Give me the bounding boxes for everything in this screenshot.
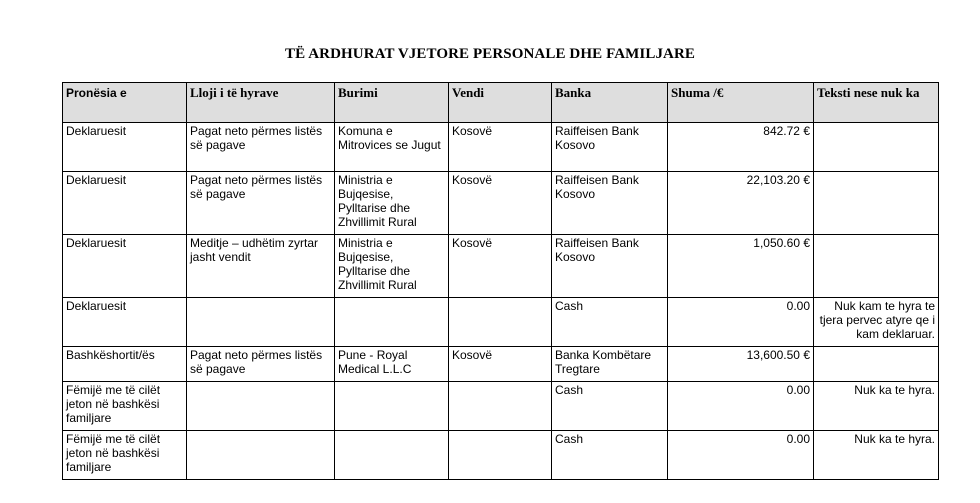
cell-burimi: Pune - Royal Medical L.L.C [335,347,449,382]
cell-shuma: 842.72 € [668,123,814,172]
cell-banka: Cash [552,298,668,347]
cell-teksti: Nuk ka te hyra. [814,431,939,480]
table-row [63,347,939,382]
cell-banka: Cash [552,431,668,480]
cell-banka: Cash [552,382,668,431]
cell-vendi: Kosovë [449,123,552,172]
cell-teksti [814,235,939,298]
cell-pronesia: Deklaruesit [63,298,187,347]
table-row [63,431,939,480]
cell-burimi: Ministria e Bujqesise, Pylltarise dhe Zhvillimit Rural [335,235,449,298]
cell-pronesia: Fëmijë me të cilët jeton në bashkësi familjare [63,431,187,480]
income-table [62,82,939,480]
cell-lloji: Pagat neto përmes listës së pagave [187,172,335,235]
cell-burimi: Ministria e Bujqesise, Pylltarise dhe Zhvillimit Rural [335,172,449,235]
header-lloji: Lloji i të hyrave [187,83,335,123]
cell-banka: Raiffeisen Bank Kosovo [552,235,668,298]
cell-shuma: 0.00 [668,298,814,347]
document-title: TË ARDHURAT VJETORE PERSONALE DHE FAMILJARE [284,46,696,62]
header-teksti: Teksti nese nuk ka [814,83,939,123]
table-row [63,172,939,235]
cell-vendi [449,298,552,347]
cell-burimi: Komuna e Mitrovices se Jugut [335,123,449,172]
cell-pronesia: Deklaruesit [63,172,187,235]
header-shuma: Shuma /€ [668,83,814,123]
table-header-row [63,83,939,123]
header-pronesia: Pronësia e [63,83,187,123]
cell-shuma: 13,600.50 € [668,347,814,382]
table-row [63,298,939,347]
cell-vendi: Kosovë [449,347,552,382]
cell-teksti [814,172,939,235]
cell-lloji: Meditje – udhëtim zyrtar jasht vendit [187,235,335,298]
cell-shuma: 0.00 [668,431,814,480]
table-row [63,235,939,298]
cell-burimi [335,382,449,431]
cell-vendi: Kosovë [449,172,552,235]
cell-burimi [335,431,449,480]
cell-banka: Banka Kombëtare Tregtare [552,347,668,382]
cell-pronesia: Deklaruesit [63,235,187,298]
cell-shuma: 1,050.60 € [668,235,814,298]
cell-vendi: Kosovë [449,235,552,298]
cell-teksti: Nuk ka te hyra. [814,382,939,431]
cell-lloji: Pagat neto përmes listës së pagave [187,123,335,172]
cell-lloji: Pagat neto përmes listës së pagave [187,347,335,382]
cell-lloji [187,298,335,347]
cell-vendi [449,431,552,480]
table-row [63,123,939,172]
cell-banka: Raiffeisen Bank Kosovo [552,172,668,235]
cell-burimi [335,298,449,347]
cell-shuma: 0.00 [668,382,814,431]
cell-pronesia: Fëmijë me të cilët jeton në bashkësi familjare [63,382,187,431]
cell-lloji [187,431,335,480]
header-vendi: Vendi [449,83,552,123]
cell-banka: Raiffeisen Bank Kosovo [552,123,668,172]
cell-lloji [187,382,335,431]
table-row [63,382,939,431]
cell-pronesia: Deklaruesit [63,123,187,172]
header-banka: Banka [552,83,668,123]
cell-teksti [814,123,939,172]
cell-teksti [814,347,939,382]
cell-vendi [449,382,552,431]
cell-shuma: 22,103.20 € [668,172,814,235]
cell-teksti: Nuk kam te hyra te tjera pervec atyre qe i kam deklaruar. [814,298,939,347]
header-burimi: Burimi [335,83,449,123]
cell-pronesia: Bashkëshortit/ës [63,347,187,382]
